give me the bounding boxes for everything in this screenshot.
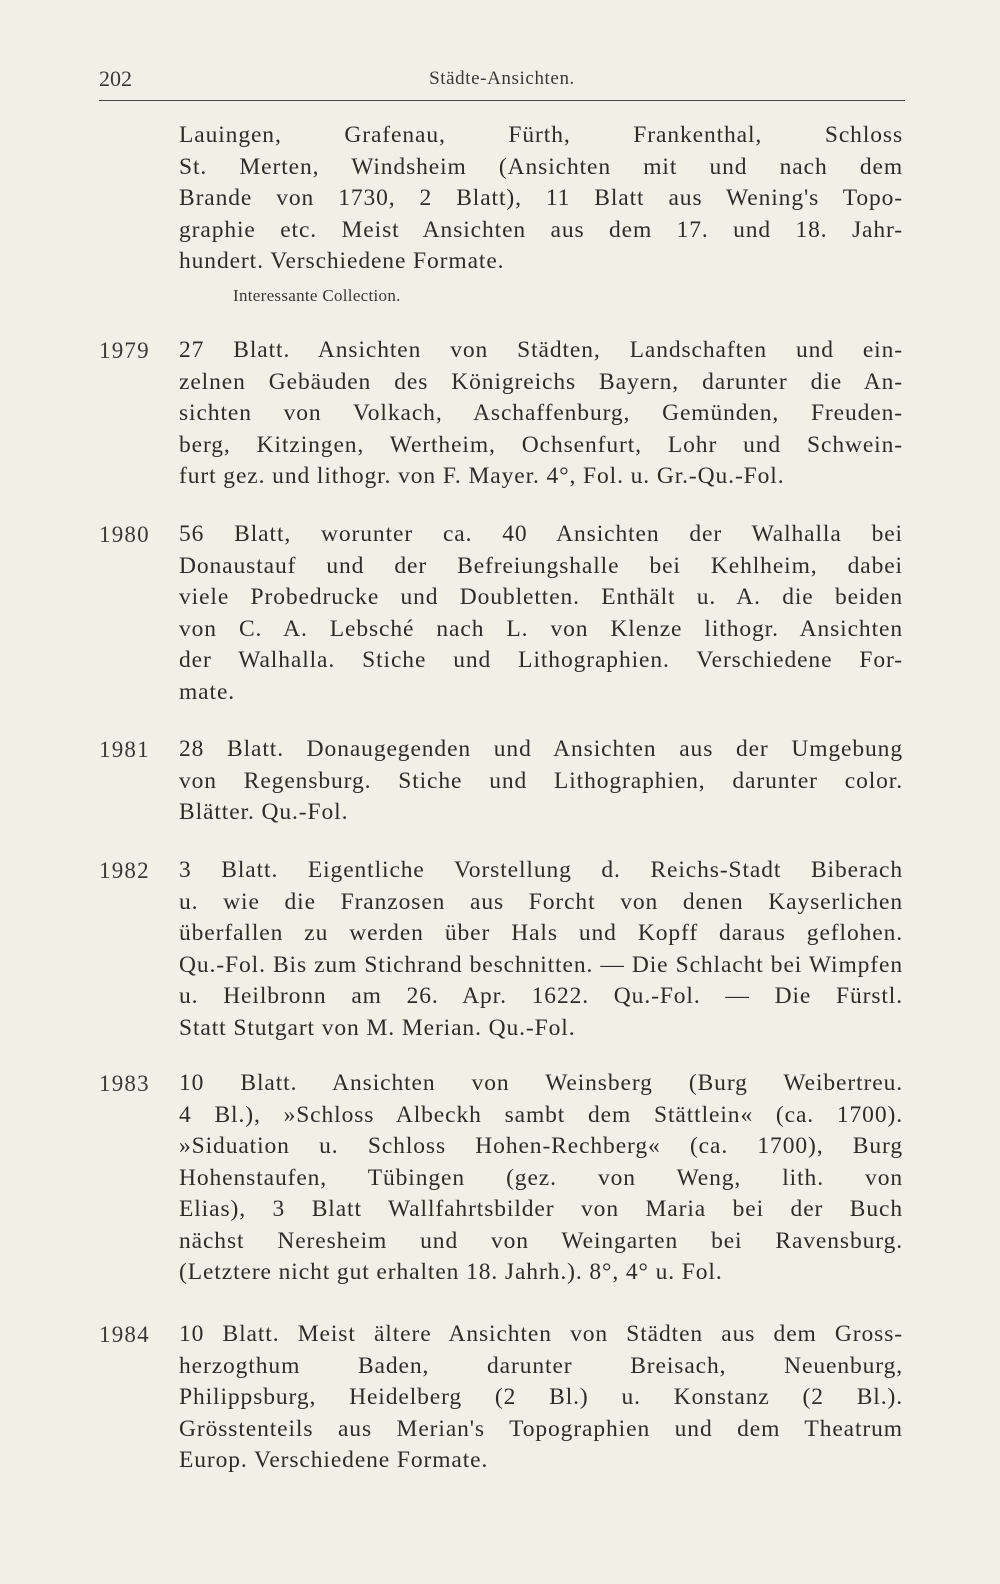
entry-line: u. Heilbronn am 26. Apr. 1622. Qu.-Fol. — Die Fürstl.: [179, 983, 903, 1009]
entry-line: (Letztere nicht gut erhalten 18. Jahrh.). 8°, 4° u. Fol.: [179, 1259, 723, 1285]
entry-note: Interessante Collection.: [233, 286, 401, 305]
entry-line: »Siduation u. Schloss Hohen-Rechberg« (ca. 1700), Burg: [179, 1133, 903, 1159]
entry-line: Qu.-Fol. Bis zum Stichrand beschnitten. — Die Schlacht bei Wimpfen: [179, 951, 903, 978]
entry-line: Statt Stutgart von M. Merian. Qu.-Fol.: [179, 1014, 576, 1041]
entry-line: von Regensburg. Stiche und Lithographien, darunter color.: [179, 767, 903, 794]
entry-line: 10 Blatt. Ansichten von Weinsberg (Burg Weibertreu.: [179, 1070, 903, 1096]
entry-line: sichten von Volkach, Aschaffenburg, Gemünden, Freuden-: [179, 400, 903, 426]
entry-number: 1984: [99, 1322, 150, 1347]
entry-line: Elias), 3 Blatt Wallfahrtsbilder von Maria bei der Buch: [179, 1196, 903, 1222]
entry-line: 28 Blatt. Donaugegenden und Ansichten aus der Umgebung: [179, 736, 903, 762]
entry-description: [179, 855, 903, 1044]
entry-line: zelnen Gebäuden des Königreichs Bayern, darunter die An-: [179, 368, 903, 395]
entry-number: 1980: [99, 522, 150, 547]
running-title: Städte-Ansichten.: [429, 68, 575, 89]
entry-line: mate.: [179, 678, 236, 705]
entry-line: u. wie die Franzosen aus Forcht von denen Kayserlichen: [179, 888, 903, 915]
entry-line: viele Probedrucke und Doubletten. Enthält u. A. die beiden: [179, 584, 903, 610]
entry-description: [179, 120, 903, 278]
entry-line: Donaustauf und der Befreiungshalle bei Kehlheim, dabei: [179, 552, 903, 579]
entry-line: hundert. Verschiedene Formate.: [179, 248, 505, 274]
running-head: [99, 66, 905, 101]
entry-line: 10 Blatt. Meist ältere Ansichten von Städten aus dem Gross-: [179, 1321, 903, 1347]
entry-description: [179, 519, 903, 708]
entry-line: 27 Blatt. Ansichten von Städten, Landschaften und ein-: [179, 337, 903, 363]
entry-line: 56 Blatt, worunter ca. 40 Ansichten der Walhalla bei: [179, 521, 903, 547]
page-number: 202: [99, 66, 132, 91]
entry-number: 1983: [99, 1071, 150, 1096]
entry-description: [179, 1319, 903, 1477]
entry-line: Europ. Verschiedene Formate.: [179, 1447, 489, 1473]
entry-line: Hohenstaufen, Tübingen (gez. von Weng, lith. von: [179, 1164, 903, 1191]
entry-line: 4 Bl.), »Schloss Albeckh sambt dem Stättlein« (ca. 1700).: [179, 1101, 903, 1128]
entry-line: der Walhalla. Stiche und Lithographien. Verschiedene For-: [179, 647, 903, 673]
entry-line: Philippsburg, Heidelberg (2 Bl.) u. Konstanz (2 Bl.).: [179, 1384, 903, 1410]
entry-line: graphie etc. Meist Ansichten aus dem 17. und 18. Jahr-: [179, 216, 903, 243]
entry-line: berg, Kitzingen, Wertheim, Ochsenfurt, Lohr und Schwein-: [179, 431, 903, 458]
entry-line: furt gez. und lithogr. von F. Mayer. 4°, Fol. u. Gr.-Qu.-Fol.: [179, 463, 785, 489]
entry-description: [179, 335, 903, 493]
entry-description: [179, 1068, 903, 1289]
entry-line: St. Merten, Windsheim (Ansichten mit und nach dem: [179, 153, 903, 180]
entry-number: 1981: [99, 737, 150, 762]
entry-line: nächst Neresheim und von Weingarten bei Ravensburg.: [179, 1227, 903, 1254]
entry-line: Grösstenteils aus Merian's Topographien und dem Theatrum: [179, 1415, 903, 1442]
entry-line: von C. A. Lebsché nach L. von Klenze lithogr. Ansichten: [179, 615, 903, 642]
entry-line: Brande von 1730, 2 Blatt), 11 Blatt aus Wening's Topo-: [179, 185, 903, 211]
entry-line: Lauingen, Grafenau, Fürth, Frankenthal, Schloss: [179, 122, 903, 148]
entry-line: überfallen zu werden über Hals und Kopff daraus geflohen.: [179, 920, 903, 946]
entry-number: 1979: [99, 338, 150, 363]
entry-line: 3 Blatt. Eigentliche Vorstellung d. Reichs-Stadt Biberach: [179, 857, 903, 883]
entry-line: Blätter. Qu.-Fol.: [179, 799, 349, 825]
entry-description: [179, 734, 903, 829]
entry-number: 1982: [99, 858, 150, 883]
entry-line: herzogthum Baden, darunter Breisach, Neuenburg,: [179, 1352, 903, 1379]
